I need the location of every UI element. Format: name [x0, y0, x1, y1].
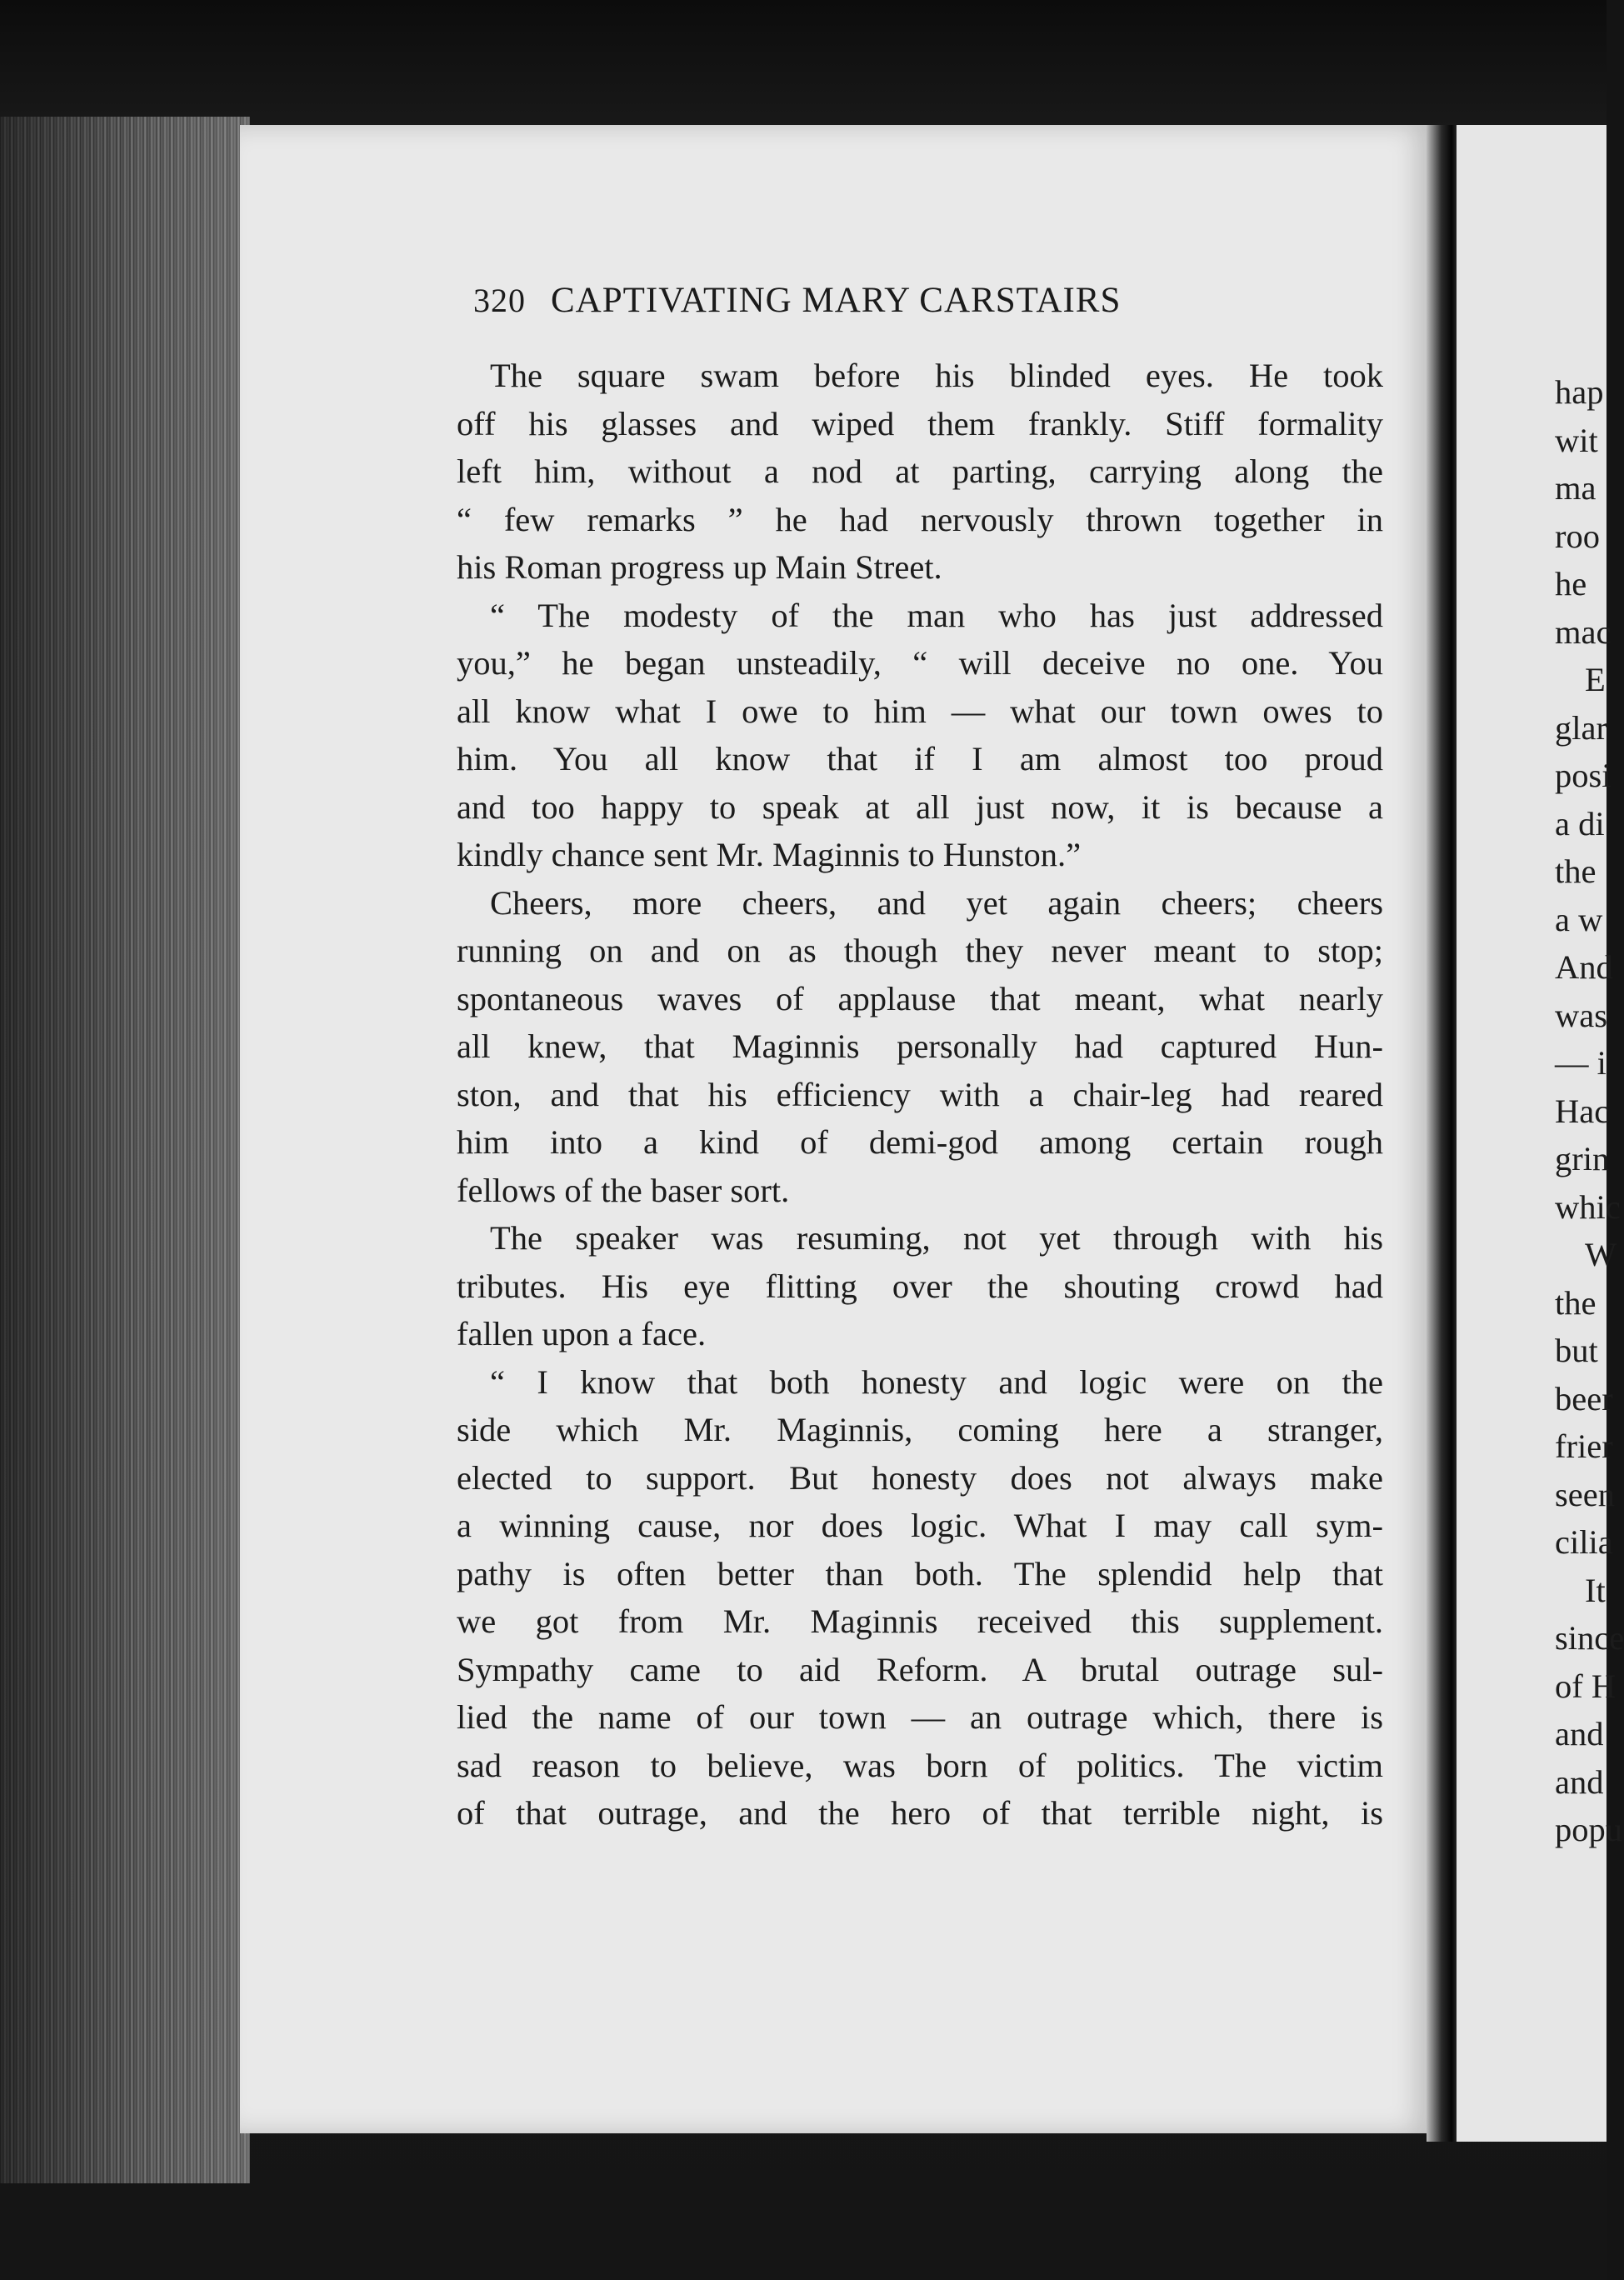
body-text — [457, 352, 1383, 1838]
text-line: kindly chance sent Mr. Maginnis to Hunston.” — [457, 836, 1082, 873]
text-line: him into a kind of demi-god among certain rough — [457, 1123, 1383, 1161]
text-line: all know what I owe to him — what our town owes to — [457, 692, 1383, 730]
facing-page-fragment: was — [1555, 996, 1607, 1034]
text-line: spontaneous waves of applause that meant, what nearly — [457, 979, 1383, 1018]
facing-page-fragment: And — [1555, 948, 1613, 986]
text-line: The speaker was resuming, not yet through with his — [490, 1219, 1383, 1257]
text-line: we got from Mr. Maginnis received this supplement. — [457, 1602, 1383, 1640]
text-line: pathy is often better than both. The splendid help that — [457, 1554, 1383, 1592]
text-line: “ few remarks ” he had nervously thrown together in — [457, 500, 1383, 538]
facing-page-fragment: wit — [1555, 421, 1598, 459]
facing-page-fragment: ma — [1555, 469, 1597, 507]
text-line: running on and on as though they never meant to stop; — [457, 932, 1383, 969]
text-line: sad reason to believe, was born of politics. The victim — [457, 1746, 1383, 1784]
text-line: you,” he began unsteadily, “ will deceive no one. You — [457, 644, 1383, 682]
facing-page-fragment: It — [1585, 1571, 1606, 1609]
facing-page-fragment: W — [1585, 1236, 1617, 1273]
running-title: CAPTIVATING MARY CARSTAIRS — [551, 281, 1122, 320]
facing-page-fragment: seen — [1555, 1475, 1615, 1513]
text-line: side which Mr. Maginnis, coming here a stranger, — [457, 1411, 1383, 1448]
page-number: 320 — [473, 282, 526, 319]
facing-page-fragment: a di — [1555, 804, 1605, 842]
text-line: tributes. His eye flitting over the shouting crowd had — [457, 1267, 1383, 1305]
facing-page-fragment: frier — [1555, 1428, 1613, 1465]
text-line: Sympathy came to aid Reform. A brutal outrage sul- — [457, 1650, 1383, 1688]
text-line: him. You all know that if I am almost too proud — [457, 740, 1383, 778]
text-line: of that outrage, and the hero of that terrible night, is — [457, 1794, 1383, 1832]
facing-page-fragment: the — [1555, 852, 1597, 890]
text-line: left him, without a nod at parting, carrying along the — [457, 452, 1383, 490]
text-line: his Roman progress up Main Street. — [457, 548, 942, 586]
facing-page-fragment: and — [1555, 1762, 1604, 1801]
facing-page-fragment: the — [1555, 1283, 1597, 1322]
facing-page-fragment: of H — [1555, 1667, 1617, 1705]
text-line: fallen upon a face. — [457, 1315, 707, 1352]
text-line: a winning cause, nor does logic. What I may call sym- — [457, 1507, 1383, 1544]
text-line: off his glasses and wiped them frankly. Stiff formality — [457, 404, 1383, 442]
facing-page-fragment: E — [1585, 661, 1606, 698]
page-edges — [0, 117, 250, 2183]
text-line: and too happy to speak at all just now, it is because a — [457, 788, 1383, 826]
facing-page-fragment: popu — [1555, 1811, 1622, 1848]
text-line: fellows of the baser sort. — [457, 1171, 790, 1209]
facing-page-fragment: but — [1555, 1332, 1598, 1369]
facing-page-fragment: since — [1555, 1619, 1624, 1657]
facing-page-fragment: mac — [1555, 612, 1612, 651]
book-gutter — [1427, 125, 1460, 2142]
text-line: Cheers, more cheers, and yet again cheers; cheers — [490, 883, 1383, 922]
facing-page-fragment: — i — [1555, 1044, 1607, 1082]
facing-page-fragment: whic — [1555, 1188, 1621, 1226]
facing-page-fragment: a w — [1555, 900, 1603, 938]
facing-page-fragment: beer — [1555, 1379, 1613, 1418]
text-line: “ I know that both honesty and logic were on the — [490, 1362, 1383, 1401]
running-head — [473, 280, 1307, 321]
facing-page-fragment: and — [1555, 1715, 1604, 1752]
facing-page-fragment: he — [1555, 565, 1587, 602]
facing-page-fragment: Hac — [1555, 1092, 1610, 1130]
text-line: “ The modesty of the man who has just addressed — [490, 596, 1383, 634]
text-line: ston, and that his efficiency with a chair-leg had reared — [457, 1075, 1383, 1113]
facing-page-fragment: roo — [1555, 517, 1600, 555]
text-line: elected to support. But honesty does not always make — [457, 1458, 1383, 1497]
facing-page-fragment: posi — [1555, 757, 1612, 794]
facing-page-fragment: grin — [1555, 1140, 1610, 1178]
facing-page-fragment: cilia — [1555, 1523, 1613, 1561]
facing-page-fragment: hap — [1555, 373, 1604, 411]
text-line: The square swam before his blinded eyes. He took — [490, 357, 1383, 394]
text-line: all knew, that Maginnis personally had captured Hun- — [457, 1028, 1383, 1065]
text-line: lied the name of our town — an outrage which, there is — [457, 1698, 1383, 1736]
facing-page-fragment: glar — [1555, 708, 1607, 747]
facing-page-text — [1555, 368, 1624, 1854]
